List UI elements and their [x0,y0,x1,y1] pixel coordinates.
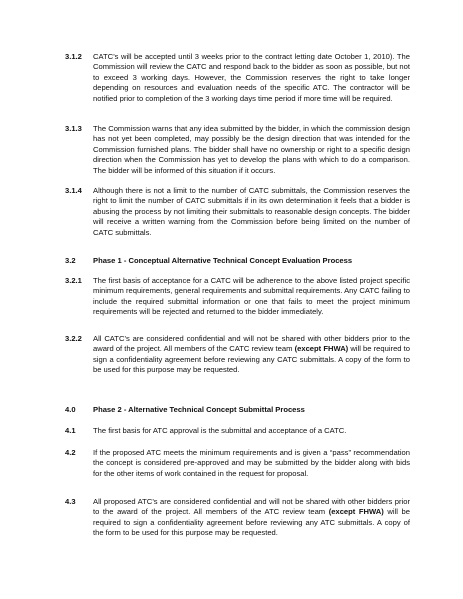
section-text [93,497,410,539]
section-text [93,334,410,376]
heading-number: 3.2 [65,256,76,265]
section-text: The Commission warns that any idea submitted by the bidder, in which the commission design has not yet been completed, may possibly be the design direction that was intended for the Commission furnished plans. The bidder shall have no ownership or right to a specific design direction when the Commission has yet to develop the plans with which to do a comparison. The bidder will be informed of this situation if it occurs. [93,124,410,175]
section-number: 3.1.2 [65,52,82,61]
section-text: The first basis of acceptance for a CATC will be adherence to the above listed project specific minimum requirements, general requirements and submittal requirements. Any CATC failing to include the required submittal information or one that fails to meet the project minimum requirements will be rejected and returned to the bidder immediately. [93,276,410,317]
section-text: Although there is not a limit to the number of CATC submittals, the Commission reserves the right to limit the number of CATC submittals if in its own determination it feels that a bidder is abusing the process by not limiting their submittals to reasonable design concepts. The bidder will receive a written warning from the Commission before being limited on the number of CATC submittals. [93,186,410,237]
heading-title: Phase 1 - Conceptual Alternative Technical Concept Evaluation Process [93,256,353,265]
section-number: 3.2.2 [65,334,82,343]
text-part: All proposed ATC’s are considered confidential and will not be shared with other bidders prior to the award of the project. All members of the ATC review team [93,497,410,517]
bold-text: (except FHWA) [294,344,349,354]
text-part: will be required to sign a confidentiality agreement before reviewing any CATC submittals. A copy of the form to be used for this purpose may be requested. [93,344,410,375]
section-number: 4.1 [65,426,76,435]
section-number: 4.2 [65,448,76,457]
section-number: 3.2.1 [65,276,82,285]
section-number: 3.1.3 [65,124,82,133]
section-text: The first basis for ATC approval is the submittal and acceptance of a CATC. [93,426,347,435]
bold-text: (except FHWA) [328,507,384,517]
text-part: All CATC’s are considered confidential and will not be shared with other bidders prior to the award of the project. All members of the CATC review team [93,334,410,354]
section-number: 3.1.4 [65,186,82,195]
text-part: will be required to sign a confidentiality agreement before reviewing any ATC submittals. A copy of the form to be used for this purpose may be requested. [93,507,410,538]
heading-title: Phase 2 - Alternative Technical Concept Submittal Process [93,405,305,414]
heading-number: 4.0 [65,405,76,414]
section-text: CATC’s will be accepted until 3 weeks prior to the contract letting date October 1, 2010). The Commission will review the CATC and respond back to the bidder as soon as possible, but not to exceed 3 working days. However, the Commission reserves the right to take longer depending on resources and evaluation needs of the specific ATC. The contractor will be notified prior to completion of the 3 working days time period if more time will be required. [93,52,410,103]
section-number: 4.3 [65,497,76,506]
section-text: If the proposed ATC meets the minimum requirements and is given a “pass” recommendation the concept is considered pre-approved and may be submitted by the bidder along with bids for the other items of work contained in the request for proposal. [93,448,410,478]
